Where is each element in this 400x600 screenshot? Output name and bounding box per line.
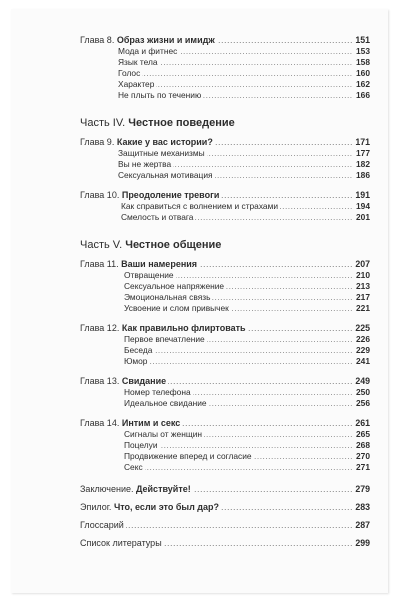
section-title: Продвижение вперед и согласие: [124, 451, 252, 461]
section-item[interactable]: [118, 68, 370, 79]
section-item[interactable]: [121, 201, 370, 212]
part-title: Честное общение: [125, 239, 222, 251]
section-list: [80, 148, 370, 181]
section-list: [80, 429, 370, 473]
chapter-heading[interactable]: [80, 258, 370, 270]
section-title: Сексуальная мотивация: [118, 170, 213, 180]
table-of-contents: [80, 34, 370, 549]
chapter-title: Как правильно флиртовать: [121, 323, 246, 333]
chapter-title: Интим и секс: [121, 418, 181, 428]
section-item[interactable]: [124, 440, 370, 451]
section-item[interactable]: [124, 345, 370, 356]
section-title: Голос: [118, 68, 141, 78]
section-item[interactable]: [124, 451, 370, 462]
section-item[interactable]: [118, 148, 370, 159]
chapter-heading[interactable]: [80, 375, 370, 387]
section-title: Секс: [124, 462, 143, 472]
chapter-heading[interactable]: [80, 34, 370, 46]
section-title: Мода и фитнес: [118, 46, 178, 56]
page-number: 213: [356, 281, 370, 291]
page-number: 261: [355, 418, 370, 428]
conclusion-entry[interactable]: [80, 483, 370, 495]
section-item[interactable]: [118, 90, 370, 101]
page-number: 186: [356, 170, 370, 180]
chapter-10: [80, 189, 370, 223]
bibliography-entry[interactable]: [80, 537, 370, 549]
chapter-label: Глава 14.: [80, 418, 120, 428]
page-number: 279: [355, 484, 370, 494]
chapter-12: [80, 322, 370, 367]
page-number: 225: [355, 323, 370, 333]
chapter-title: Ваши намерения: [121, 259, 198, 269]
section-item[interactable]: [124, 398, 370, 409]
section-title: Номер телефона: [124, 387, 191, 397]
page-number: 265: [356, 429, 370, 439]
section-item[interactable]: [124, 292, 370, 303]
section-title: Поцелуи: [124, 440, 158, 450]
entry-title: Действуйте!: [136, 484, 191, 494]
section-title: Не плыть по течению: [118, 90, 202, 100]
section-item[interactable]: [124, 462, 370, 473]
section-item[interactable]: [121, 212, 370, 223]
section-title: Сигналы от женщин: [124, 429, 203, 439]
section-title: Юмор: [124, 356, 148, 366]
chapter-title: Свидание: [121, 376, 167, 386]
page-number: 153: [356, 46, 370, 56]
chapter-title: Образ жизни и имидж: [116, 35, 215, 45]
section-list: [80, 387, 370, 409]
section-title: Вы не жертва: [118, 159, 172, 169]
section-title: Защитные механизмы: [118, 148, 205, 158]
page-number: 177: [356, 148, 370, 158]
section-list: [80, 201, 370, 223]
section-title: Идеальное свидание: [124, 398, 207, 408]
chapter-label: Глава 12.: [80, 323, 120, 333]
section-item[interactable]: [124, 387, 370, 398]
entry-title: Что, если это был дар?: [113, 502, 220, 512]
section-title: Отвращение: [124, 270, 174, 280]
part-label: Часть IV.: [80, 117, 126, 129]
chapter-label: Глава 13.: [80, 376, 120, 386]
page-number: 268: [356, 440, 370, 450]
part-label: Часть V.: [80, 239, 123, 251]
page-number: 250: [356, 387, 370, 397]
page-number: 283: [355, 502, 370, 512]
section-title: Характер: [118, 79, 155, 89]
chapter-label: Глава 8.: [80, 35, 115, 45]
glossary-entry[interactable]: [80, 519, 370, 531]
page-number: 166: [356, 90, 370, 100]
page-number: 201: [356, 212, 370, 222]
chapter-13: [80, 375, 370, 409]
page-number: 299: [355, 538, 370, 548]
section-title: Первое впечатление: [124, 334, 205, 344]
section-title: Как справиться с волнением и страхами: [121, 201, 279, 211]
page-number: 151: [355, 35, 370, 45]
page-number: 191: [355, 190, 370, 200]
chapter-8: [80, 34, 370, 101]
section-list: [80, 46, 370, 101]
section-item[interactable]: [118, 79, 370, 90]
section-item[interactable]: [118, 57, 370, 68]
section-list: [80, 270, 370, 314]
part-4-heading[interactable]: [80, 115, 370, 131]
page-number: 226: [356, 334, 370, 344]
section-item[interactable]: [124, 429, 370, 440]
section-title: Усвоение и слом привычек: [124, 303, 229, 313]
chapter-11: [80, 258, 370, 314]
page-number: 271: [356, 462, 370, 472]
section-item[interactable]: [124, 334, 370, 345]
epilogue-entry[interactable]: [80, 501, 370, 513]
page-number: 217: [356, 292, 370, 302]
section-item[interactable]: [118, 46, 370, 57]
page-number: 241: [356, 356, 370, 366]
chapter-heading[interactable]: [80, 322, 370, 334]
part-title: Честное поведение: [128, 117, 235, 129]
section-list: [80, 334, 370, 367]
chapter-heading[interactable]: [80, 136, 370, 148]
part-5-heading[interactable]: [80, 237, 370, 253]
page-number: 210: [356, 270, 370, 280]
section-title: Эмоциональная связь: [124, 292, 211, 302]
chapter-label: Глава 10.: [80, 190, 120, 200]
section-title: Сексуальное напряжение: [124, 281, 225, 291]
page-number: 162: [356, 79, 370, 89]
page-number: 270: [356, 451, 370, 461]
section-item[interactable]: [124, 270, 370, 281]
section-title: Язык тела: [118, 57, 158, 67]
section-item[interactable]: [124, 303, 370, 314]
entry-label: Эпилог.: [80, 502, 112, 512]
page-number: 221: [356, 303, 370, 313]
section-title: Смелость и отвага: [121, 212, 194, 222]
section-item[interactable]: [124, 281, 370, 292]
page-number: 160: [356, 68, 370, 78]
entry-label: Глоссарий: [80, 520, 124, 530]
page-number: 194: [356, 201, 370, 211]
page-number: 256: [356, 398, 370, 408]
chapter-heading[interactable]: [80, 417, 370, 429]
page-number: 287: [355, 520, 370, 530]
section-item[interactable]: [124, 356, 370, 367]
page-number: 158: [356, 57, 370, 67]
chapter-label: Глава 11.: [80, 259, 119, 269]
chapter-14: [80, 417, 370, 473]
page-number: 207: [355, 259, 370, 269]
chapter-title: Преодоление тревоги: [121, 190, 220, 200]
section-item[interactable]: [118, 170, 370, 181]
entry-label: Список литературы: [80, 538, 162, 548]
entry-label: Заключение.: [80, 484, 134, 494]
chapter-heading[interactable]: [80, 189, 370, 201]
chapter-title: Какие у вас истории?: [116, 137, 213, 147]
page-number: 249: [355, 376, 370, 386]
page-number: 171: [355, 137, 370, 147]
section-item[interactable]: [118, 159, 370, 170]
section-title: Беседа: [124, 345, 153, 355]
page-number: 229: [356, 345, 370, 355]
chapter-label: Глава 9.: [80, 137, 115, 147]
chapter-9: [80, 136, 370, 181]
page-number: 182: [356, 159, 370, 169]
